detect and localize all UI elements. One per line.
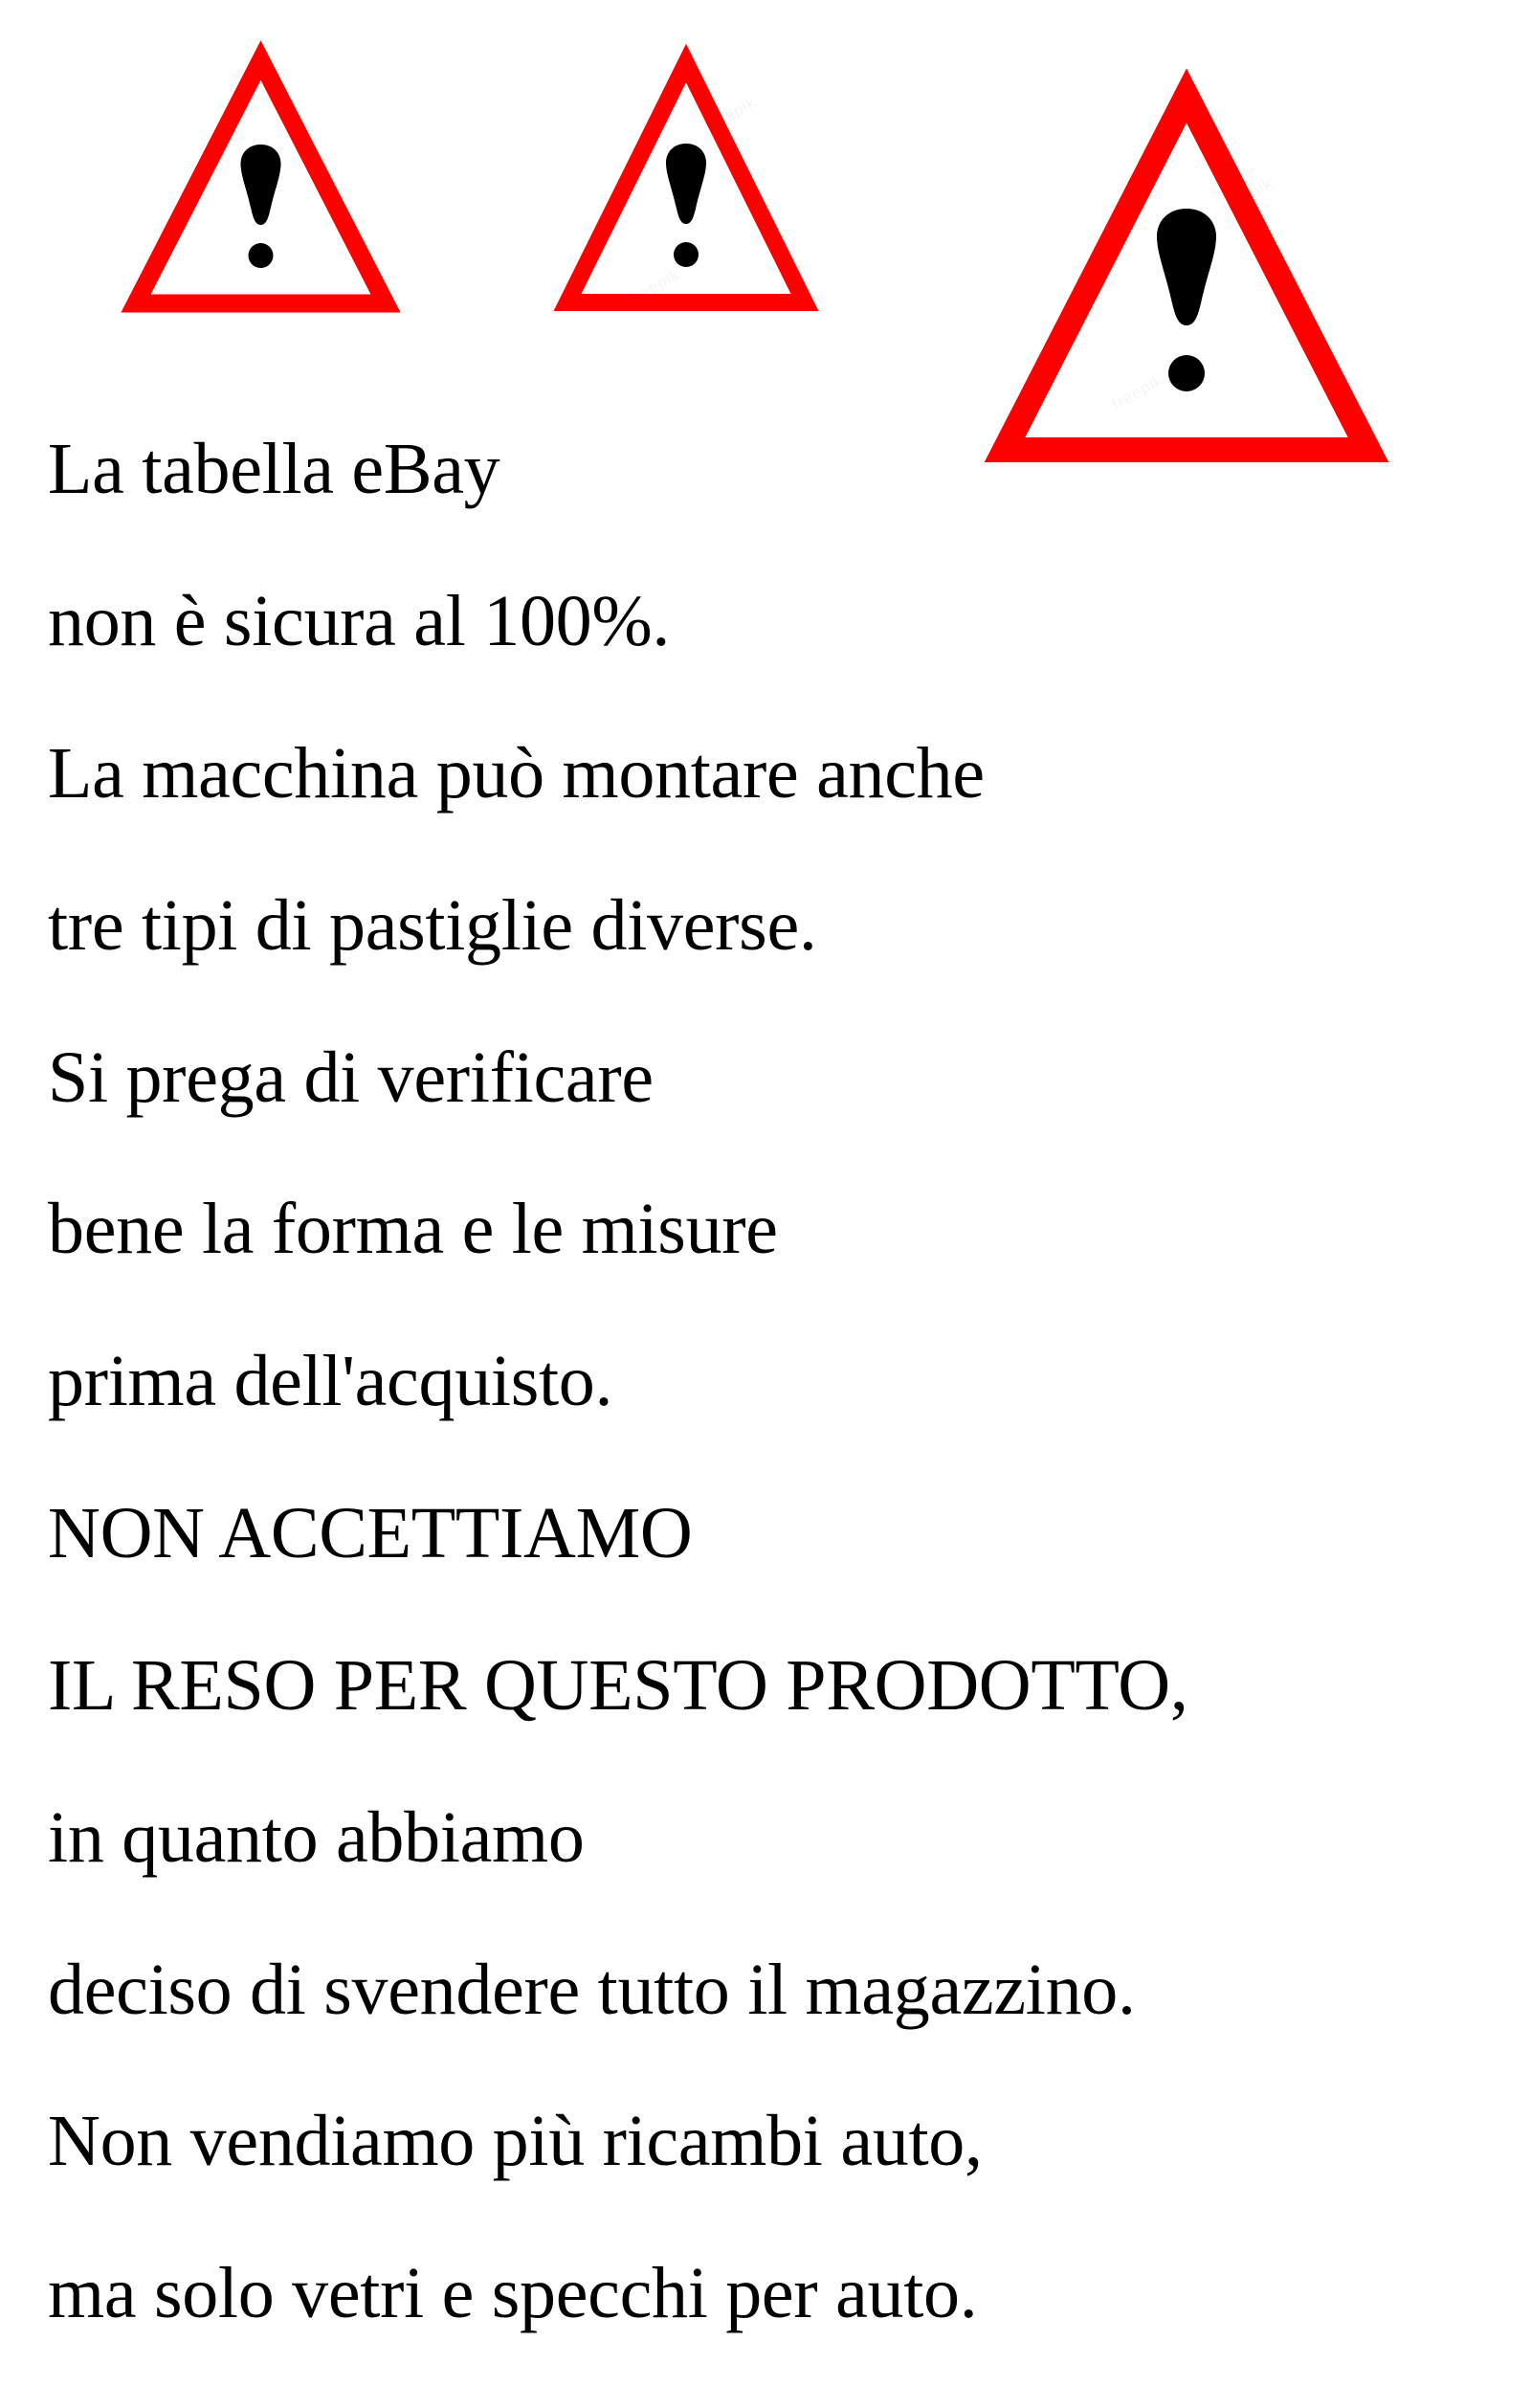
warning-line: non è sicura al 100%. [48, 581, 671, 662]
warning-line: ma solo vetri e specchi per auto. [48, 2253, 978, 2334]
warning-line: in quanto abbiamo [48, 1796, 585, 1878]
warning-line: Si prega di verificare [48, 1037, 654, 1118]
warning-line: La tabella eBay [48, 429, 500, 510]
warning-triangle-icon [129, 53, 392, 311]
warning-line: NON ACCETTIAMO [48, 1493, 693, 1574]
warning-line: prima dell'acquisto. [48, 1341, 613, 1422]
warning-line: bene la forma e le misure [48, 1189, 778, 1270]
warning-line: IL RESO PER QUESTO PRODOTTO, [48, 1644, 1188, 1726]
warning-line: deciso di svendere tutto il magazzino. [48, 1949, 1136, 2030]
warning-line: tre tipi di pastiglie diverse. [48, 884, 817, 966]
warning-line: Non vendiamo più ricambi auto, [48, 2101, 983, 2182]
warning-text-block [48, 356, 1483, 2408]
warning-triangle-icon [561, 56, 811, 309]
warning-line: La macchina può montare anche [48, 733, 985, 814]
